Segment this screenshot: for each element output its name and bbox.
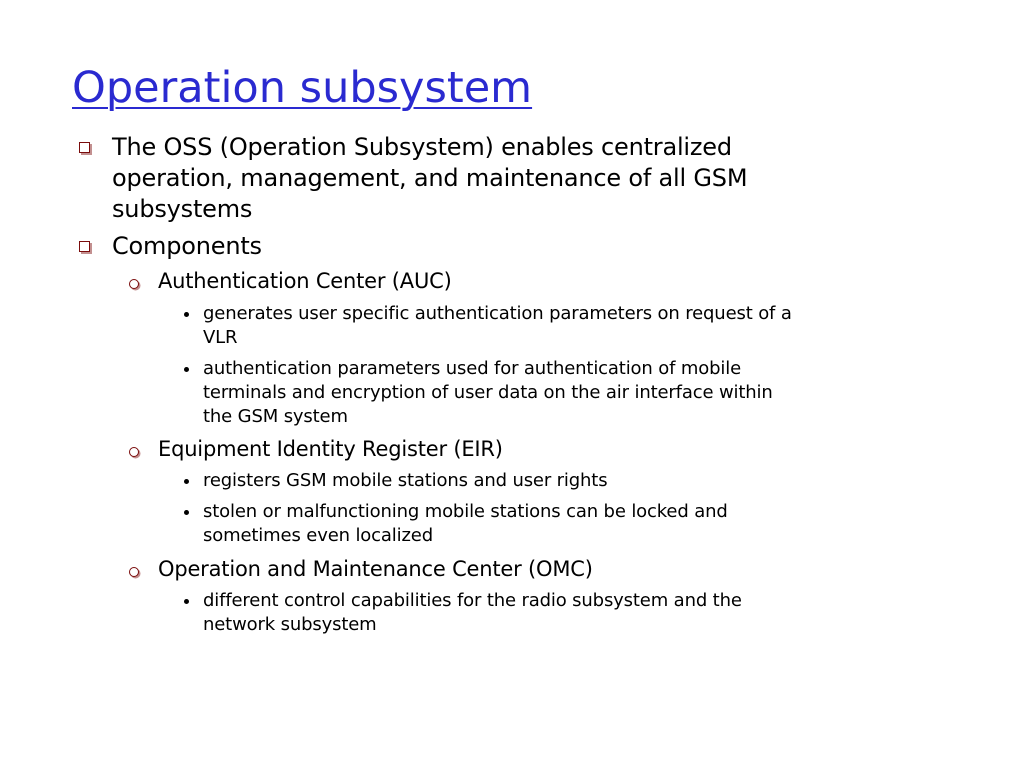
text-line: operation, management, and maintenance of all GSM xyxy=(112,164,748,192)
text-line: the GSM system xyxy=(203,406,348,427)
text-line: Components xyxy=(112,232,262,260)
dot-bullet-icon xyxy=(184,510,189,515)
auc-item xyxy=(203,357,923,429)
text-line: The OSS (Operation Subsystem) enables centralized xyxy=(112,133,732,161)
auc-item xyxy=(203,302,923,350)
text-line: generates user specific authentication parameters on request of a xyxy=(203,303,792,324)
eir-item xyxy=(203,469,923,493)
hollow-square-bullet-icon xyxy=(79,142,90,153)
text-line: Equipment Identity Register (EIR) xyxy=(158,437,503,461)
text-line: network subsystem xyxy=(203,614,377,635)
dot-bullet-icon xyxy=(184,599,189,604)
dot-bullet-icon xyxy=(184,367,189,372)
text-line: sometimes even localized xyxy=(203,525,433,546)
text-line: authentication parameters used for authentication of mobile xyxy=(203,358,742,379)
sub-bullet-auc xyxy=(158,268,878,295)
text-line: terminals and encryption of user data on the air interface within xyxy=(203,382,773,403)
hollow-circle-bullet-icon xyxy=(129,447,139,457)
dot-bullet-icon xyxy=(184,312,189,317)
bullet-components xyxy=(112,231,872,262)
text-line: registers GSM mobile stations and user rights xyxy=(203,470,608,491)
text-line: Operation and Maintenance Center (OMC) xyxy=(158,557,593,581)
sub-bullet-eir xyxy=(158,436,878,463)
sub-bullet-omc xyxy=(158,556,878,583)
text-line: different control capabilities for the radio subsystem and the xyxy=(203,590,742,611)
text-line: VLR xyxy=(203,327,238,348)
hollow-square-bullet-icon xyxy=(79,241,90,252)
text-line: Authentication Center (AUC) xyxy=(158,269,452,293)
dot-bullet-icon xyxy=(184,479,189,484)
slide-title: Operation subsystem xyxy=(72,63,533,113)
hollow-circle-bullet-icon xyxy=(129,567,139,577)
omc-item xyxy=(203,589,923,637)
hollow-circle-bullet-icon xyxy=(129,279,139,289)
text-line: subsystems xyxy=(112,195,253,223)
bullet-oss-description xyxy=(112,132,872,225)
eir-item xyxy=(203,500,923,548)
text-line: stolen or malfunctioning mobile stations can be locked and xyxy=(203,501,728,522)
